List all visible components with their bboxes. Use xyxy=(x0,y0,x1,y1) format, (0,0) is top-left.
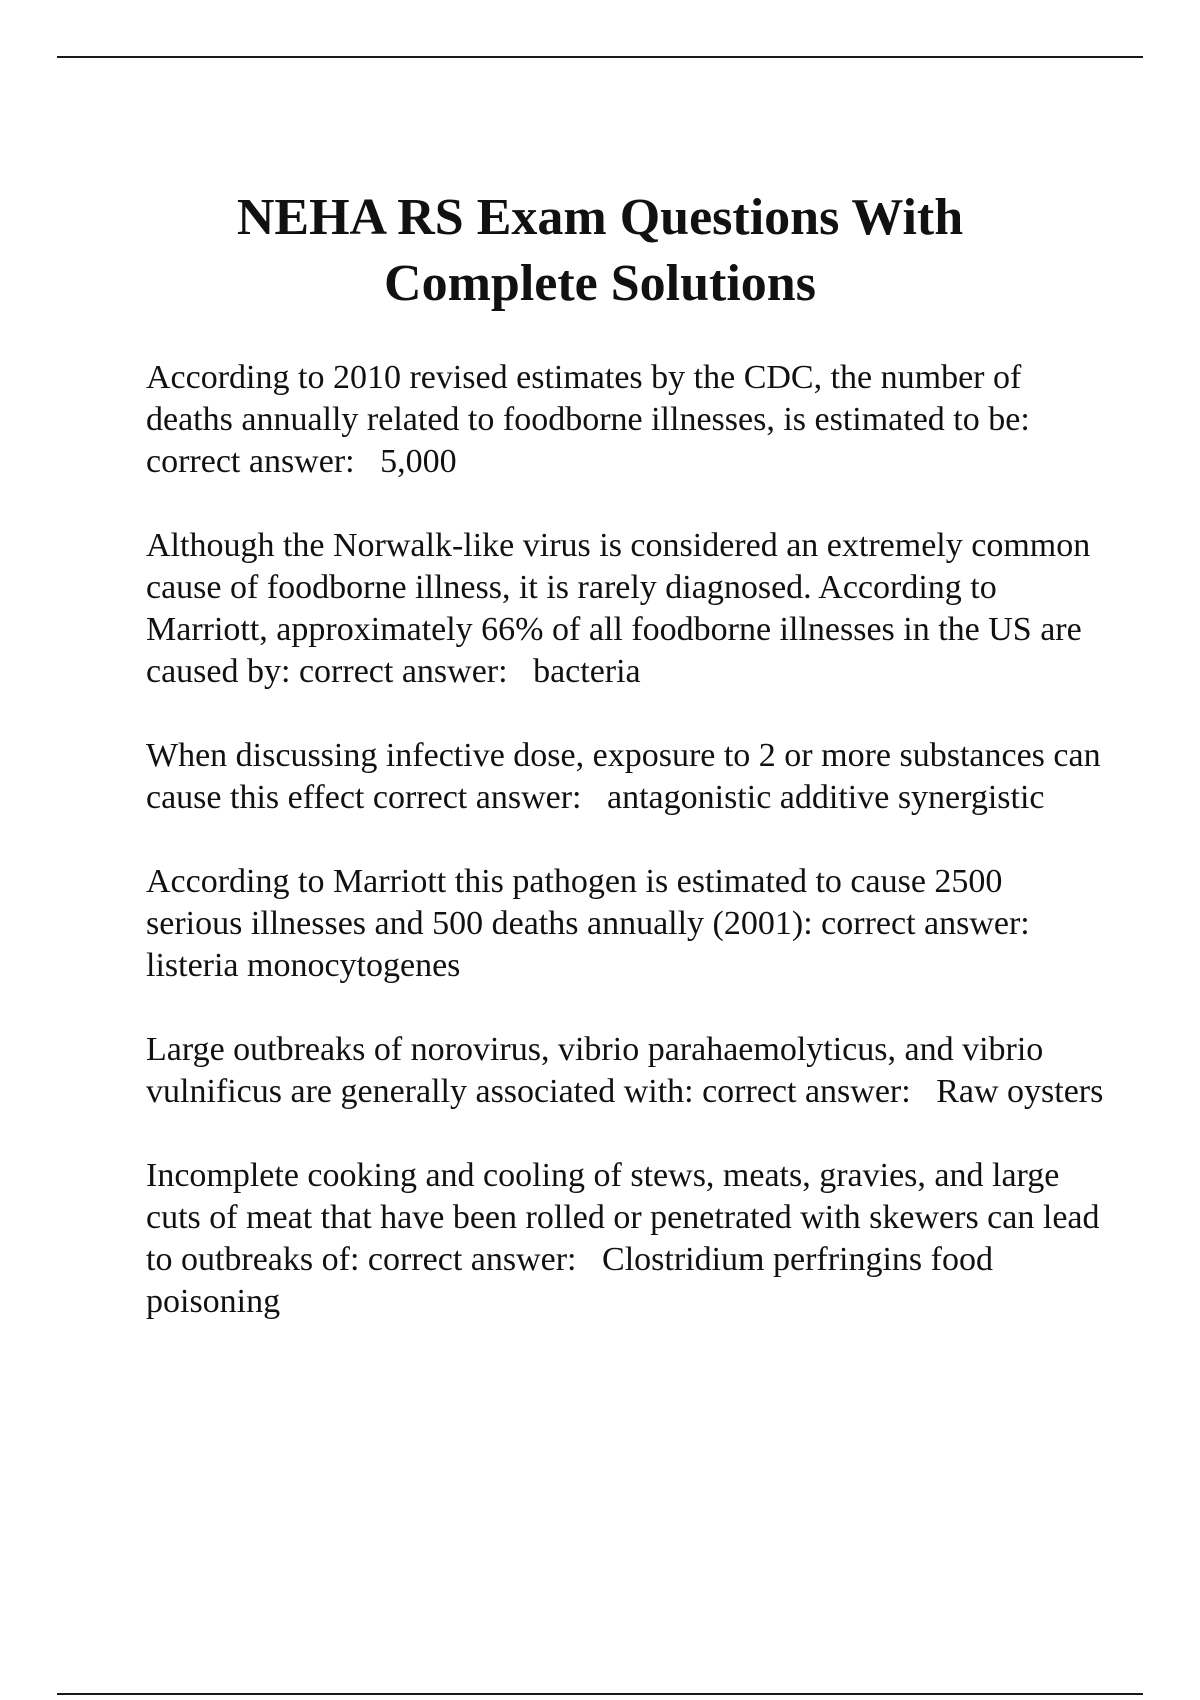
qa-list xyxy=(146,357,1106,1365)
answer-label: correct answer: xyxy=(821,905,1030,942)
qa-item xyxy=(146,357,1106,483)
question-text: Incomplete cooking and cooling of stews, meats, gravies, and large cuts of meat that have been rolled or penetrated with skewers can lead to outbreaks of: xyxy=(146,1157,1100,1278)
bottom-rule xyxy=(57,1693,1143,1695)
answer-label: correct answer: xyxy=(298,653,508,690)
question-text: Large outbreaks of norovirus, vibrio parahaemolyticus, and vibrio vulnificus are generally associated with: xyxy=(146,1031,1044,1110)
answer-label: correct answer: xyxy=(372,779,582,816)
title-line-2: Complete Solutions xyxy=(384,255,816,312)
qa-item xyxy=(146,525,1106,693)
answer-text: bacteria xyxy=(533,653,641,690)
answer-text: synergistic xyxy=(897,779,1045,816)
qa-item xyxy=(146,1029,1106,1113)
qa-item xyxy=(146,1155,1106,1323)
question-text: According to 2010 revised estimates by the CDC, the number of deaths annually related to foodborne illnesses, is estimated to be: xyxy=(146,359,1030,438)
title-line-1: NEHA RS Exam Questions With xyxy=(236,189,964,246)
answer-text: Clostridium perfringins food poisoning xyxy=(146,1241,993,1320)
answer-text: antagonistic xyxy=(607,779,772,816)
answer-text: Raw oysters xyxy=(936,1073,1104,1110)
answer-text: 5,000 xyxy=(380,443,457,480)
top-rule xyxy=(57,56,1143,58)
qa-item xyxy=(146,735,1106,819)
answer-text: additive xyxy=(779,779,890,816)
question-text: When discussing infective dose, exposure to 2 or more substances can cause this effect xyxy=(146,737,1101,816)
question-text: Although the Norwalk-like virus is considered an extremely common cause of foodborne illness, it is rarely diagnosed. According to Marriott, approximately 66% of all foodborne illnesses in the US are caused by: xyxy=(146,527,1091,690)
answer-label: correct answer: xyxy=(367,1241,577,1278)
page-title xyxy=(100,185,1100,317)
answer-label: correct answer: xyxy=(146,443,355,480)
qa-item xyxy=(146,861,1106,987)
answer-label: correct answer: xyxy=(702,1073,911,1110)
answer-text: listeria monocytogenes xyxy=(146,947,461,984)
question-text: According to Marriott this pathogen is estimated to cause 2500 serious illnesses and 500 deaths annually (2001): xyxy=(146,863,1003,942)
